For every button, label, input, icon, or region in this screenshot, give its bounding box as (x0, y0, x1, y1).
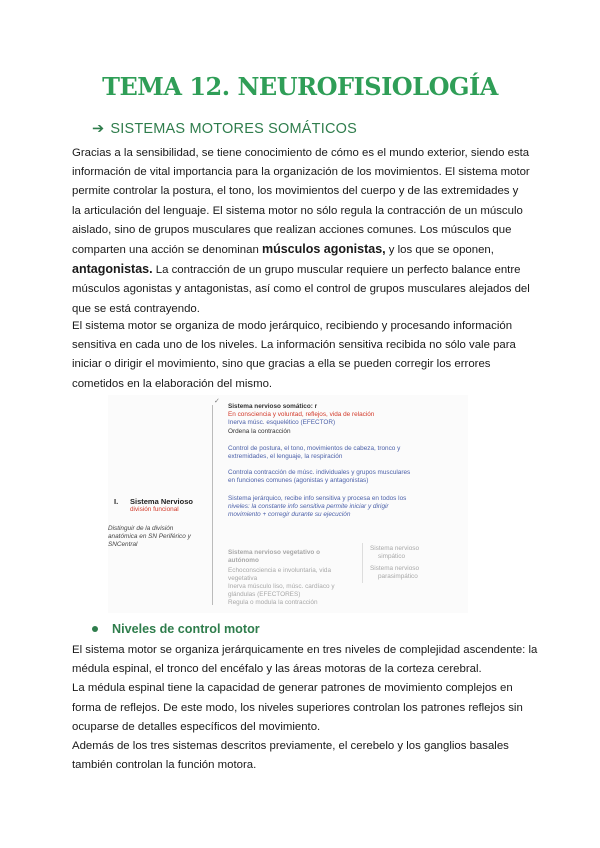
check-icon: ✓ (214, 398, 220, 405)
text-line: músculos agonistas y antagonistas, así como el control de grupos musculares alejados del (72, 283, 530, 296)
somatic-order: Ordena la contracción (228, 428, 291, 435)
term-agonists: músculos agonistas, (261, 242, 386, 257)
text-line (72, 260, 532, 280)
sympathetic-label: Sistema nervioso (370, 545, 420, 552)
paragraph-hierarchy (72, 317, 532, 394)
hierarchy-line-2: niveles: la constante info sensitiva permite iniciar y dirigir (228, 503, 389, 510)
groups-line-2: en funciones comunes (agonistas y antagonistas) (228, 477, 369, 484)
text-line: aislado, sino de grupos musculares que realizan acciones comunes. Los músculos que (72, 223, 512, 236)
somatic-description: En consciencia y voluntad, reflejos, vida de relación (228, 411, 375, 418)
vegetative-line-4: glándulas (EFECTORES) (228, 591, 301, 598)
text-line: El sistema motor se organiza jerárquicamente en tres niveles de complejidad ascendente: la (72, 644, 538, 656)
text-line: iniciar o dirigir el movimiento, sino que gracias a ella se pueden corregir los errores (72, 358, 491, 371)
text-line: Gracias a la sensibilidad, se tiene conocimiento de cómo es el mundo exterior, siendo esta (72, 147, 530, 159)
text-line (72, 240, 532, 260)
hierarchy-line-1: Sistema jerárquico, recibe info sensitiva y procesa en todos los (228, 495, 407, 502)
vegetative-line-3: Inerva músculo liso, músc. cardíaco y (228, 583, 335, 590)
text-line: Además de los tres sistemas descritos previamente, el cerebelo y los ganglios basales (72, 740, 509, 753)
hierarchy-line-3: movimiento + corregir durante su ejecución (228, 511, 351, 518)
text-line: información de vital importancia para la organización de los movimientos. El sistema motor (72, 166, 530, 179)
main-title: Sistema Nervioso (130, 497, 193, 506)
main-subtitle: división funcional (130, 506, 179, 513)
sympathetic-label-2: simpático (378, 553, 405, 560)
diagram-bracket (212, 405, 213, 605)
text-line: ocuparse de detalles específicos del movimiento. (72, 720, 321, 733)
text-line: sensitiva en cada uno de los niveles. La información sensitiva recibida no sólo vale para (72, 339, 516, 352)
vegetative-title-2: autónomo (228, 557, 259, 564)
text-line: permite controlar la postura, el tono, los movimientos del cuerpo y de las extremidades y (72, 185, 519, 198)
text-run: comparten una acción se denominan (72, 244, 262, 257)
subsection-heading-text: Niveles de control motor (112, 622, 260, 636)
section-heading (92, 121, 357, 137)
main-note-1: Distinguir de la división (108, 525, 174, 532)
vegetative-title-1: Sistema nervioso vegetativo o (228, 549, 320, 556)
term-antagonists: antagonistas. (72, 262, 153, 277)
paragraph-levels (72, 641, 538, 775)
somatic-title: Sistema nervioso somático: r (228, 403, 318, 410)
text-line: El sistema motor se organiza de modo jerárquico, recibiendo y procesando información (72, 320, 513, 332)
text-line: forma de reflejos. De este modo, los niveles superiores controlan los patrones reflejos sin (72, 701, 523, 714)
subsection-heading (92, 622, 260, 636)
vegetative-bracket (362, 543, 363, 583)
text-run: y los que se oponen, (385, 244, 494, 257)
parasympathetic-label-2: parasimpático (378, 573, 418, 580)
section-heading-text: SISTEMAS MOTORES SOMÁTICOS (110, 121, 357, 137)
groups-line-1: Controla contracción de músc. individuales y grupos musculares (228, 469, 411, 476)
posture-line-2: extremidades, el lenguaje, la respiración (228, 453, 343, 460)
text-line: también controlan la función motora. (72, 759, 257, 772)
nervous-system-diagram (108, 395, 468, 613)
text-run: La contracción de un grupo muscular requiere un perfecto balance entre (152, 264, 521, 277)
somatic-effector: Inerva músc. esquelético (EFECTOR) (228, 419, 336, 426)
arrow-right-icon: ➔ (92, 121, 105, 137)
main-number: I. (114, 497, 119, 506)
text-line: que se está contrayendo. (72, 302, 200, 315)
document-title: TEMA 12. NEUROFISIOLOGÍA (102, 72, 498, 101)
text-line: la articulación del lenguaje. El sistema motor no sólo regula la contracción de un músculo (72, 204, 523, 217)
main-note-3: SNCentral (108, 541, 138, 548)
text-line: cometidos en la elaboración del mismo. (72, 377, 273, 390)
text-line: médula espinal, el tronco del encéfalo y las áreas motoras de la corteza cerebral. (72, 663, 482, 676)
posture-line-1: Control de postura, el tono, movimientos de cabeza, tronco y (228, 445, 401, 452)
text-line: La médula espinal tiene la capacidad de generar patrones de movimiento complejos en (72, 682, 513, 695)
parasympathetic-label: Sistema nervioso (370, 565, 420, 572)
vegetative-line-1: Echoconsciencia e involuntaria, vida (228, 567, 332, 574)
bullet-icon (92, 626, 98, 632)
paragraph-sensibility (72, 144, 532, 319)
vegetative-line-2: vegetativa (228, 575, 258, 582)
vegetative-line-5: Regula o modula la contracción (228, 599, 318, 606)
main-note-2: anatómica en SN Periférico y (108, 533, 191, 540)
